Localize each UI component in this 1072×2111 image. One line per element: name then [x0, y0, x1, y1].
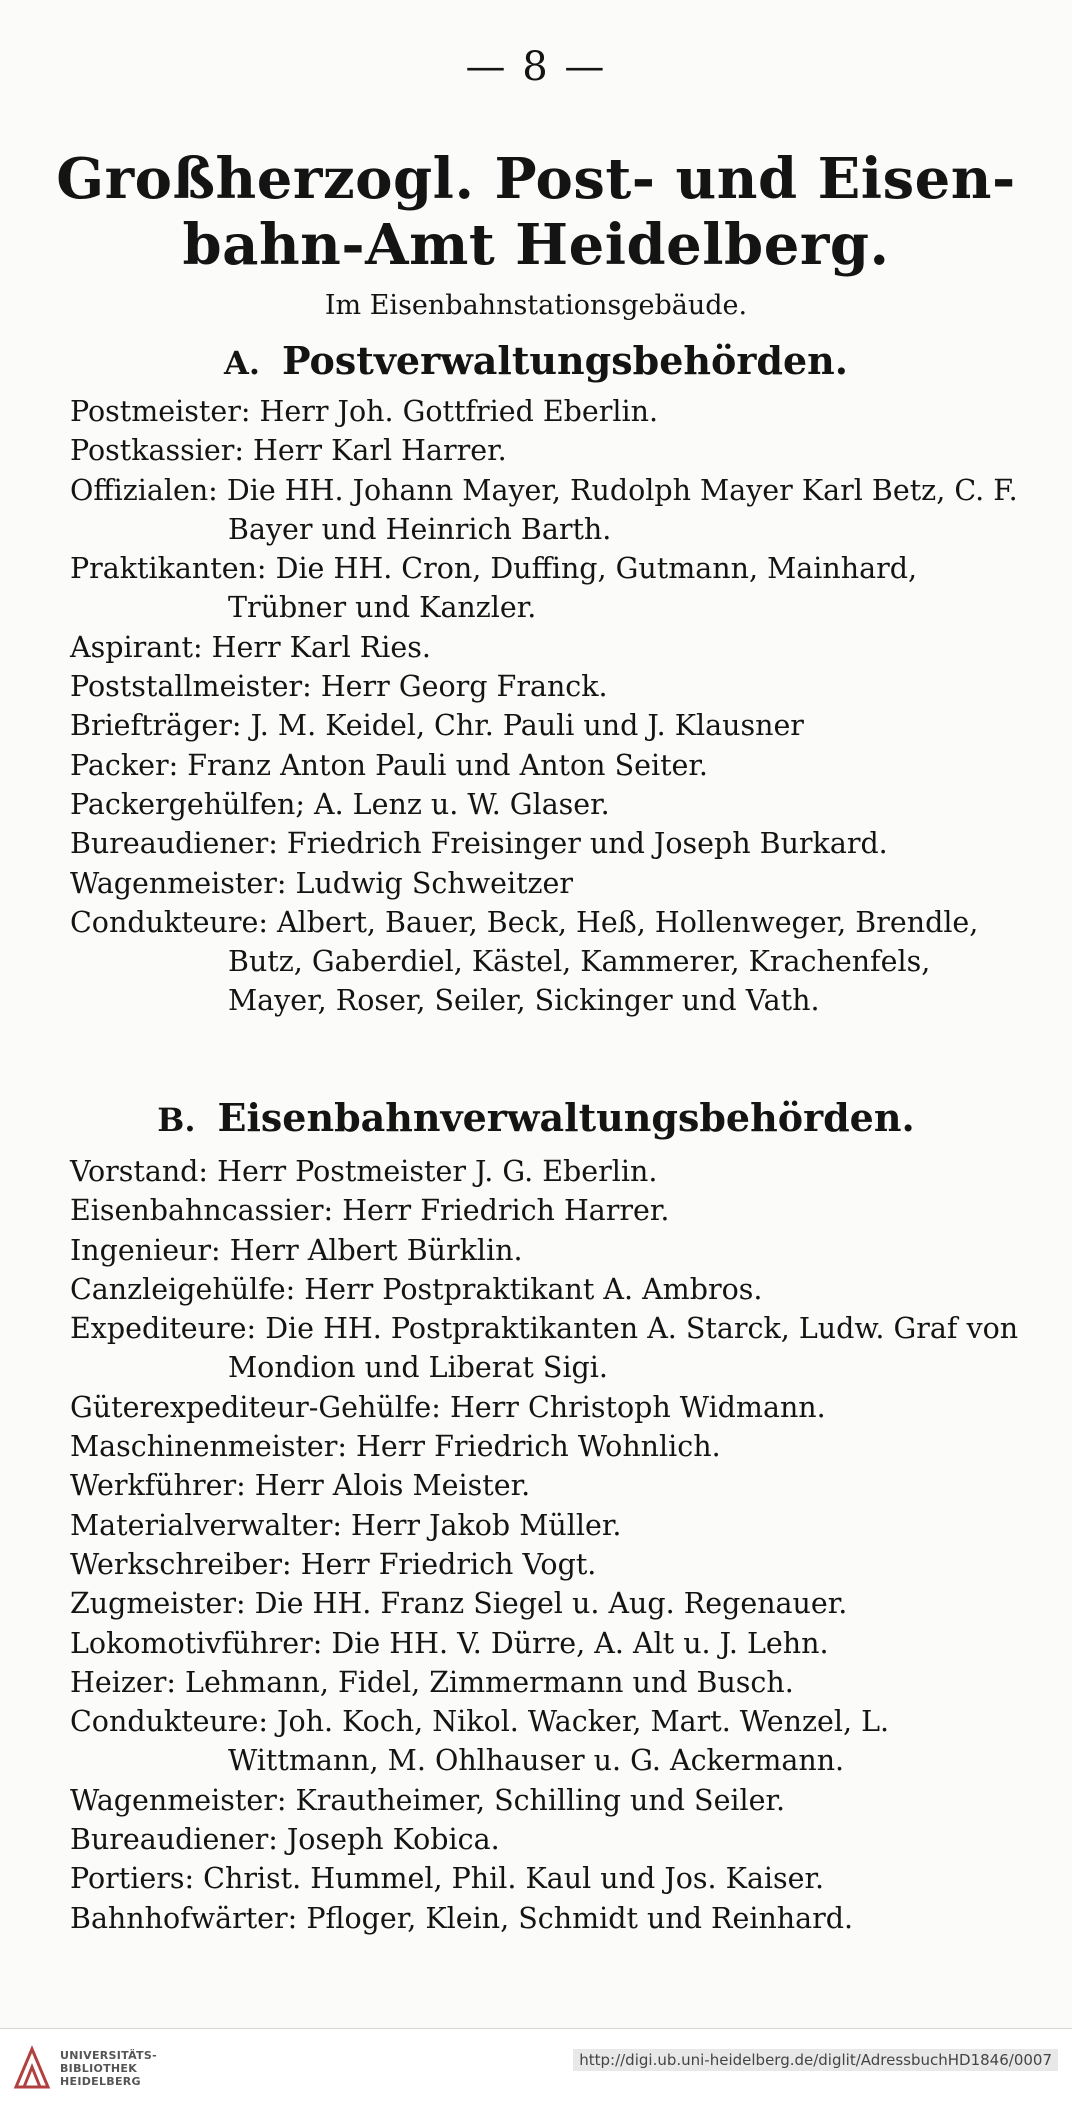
entry-row [70, 1309, 1020, 1388]
entry-text: Die HH. Postpraktikanten A. Starck, Ludw. Graf von Mondion und Liberat Sigi. [228, 1312, 1019, 1385]
entry-row [70, 1545, 1020, 1584]
entry-text: Albert, Bauer, Beck, Heß, Hollenweger, Brendle, Butz, Gaberdiel, Kästel, Kammerer, Krachenfels, Mayer, Roser, Seiler, Sickinger und Vath. [228, 905, 979, 1018]
entry-label: Packergehülfen; [70, 787, 305, 821]
entry-text: Franz Anton Pauli und Anton Seiter. [187, 748, 708, 782]
entry-label: Aspirant: [70, 630, 203, 664]
entry-text: Herr Joh. Gottfried Eberlin. [259, 395, 659, 428]
entry-row [70, 1820, 1020, 1859]
entry-row [70, 1781, 1020, 1820]
page-title-line1: Großherzogl. Post- und Eisen- [56, 146, 1016, 212]
viewer-footer [0, 2028, 1072, 2111]
entry-text: Friedrich Freisinger und Joseph Burkard. [286, 827, 888, 861]
entry-row [70, 1584, 1020, 1623]
entry-text: Die HH. V. Dürre, A. Alt u. J. Lehn. [331, 1626, 829, 1660]
source-url-link[interactable]: http://digi.ub.uni-heidelberg.de/diglit/AdressbuchHD1846/0007 [573, 2049, 1058, 2071]
entry-text: Joh. Koch, Nikol. Wacker, Mart. Wenzel, L. Wittmann, M. Ohlhauser u. G. Ackermann. [228, 1705, 890, 1778]
page-title-line2: bahn-Amt Heidelberg. [182, 212, 890, 278]
entry-text: Herr Friedrich Harrer. [342, 1194, 670, 1228]
entry-text: A. Lenz u. W. Glaser. [313, 787, 610, 821]
entry-label: Ingenieur: [70, 1233, 221, 1267]
entry-row [70, 392, 1020, 431]
entry-row [70, 864, 1020, 903]
entry-text: Herr Albert Bürklin. [229, 1233, 523, 1267]
logo-line1: UNIVERSITÄTS- [60, 2049, 157, 2062]
entry-text: Die HH. Franz Siegel u. Aug. Regenauer. [254, 1587, 848, 1621]
entry-text: Ludwig Schweitzer [295, 866, 574, 900]
entry-row [70, 1624, 1020, 1663]
entry-label: Materialverwalter: [70, 1508, 342, 1542]
section-a-entries [70, 392, 1020, 1021]
entry-row [70, 471, 1020, 550]
entry-label: Lokomotivführer: [70, 1626, 323, 1660]
entry-text: Herr Jakob Müller. [351, 1508, 622, 1542]
entry-row [70, 824, 1020, 863]
entry-row [70, 1270, 1020, 1309]
entry-label: Offizialen: [70, 473, 218, 507]
entry-label: Postmeister: [70, 395, 251, 428]
entry-row [70, 746, 1020, 785]
entry-text: Christ. Hummel, Phil. Kaul und Jos. Kaiser. [203, 1862, 825, 1896]
entry-label: Bureaudiener: [70, 827, 278, 861]
entry-label: Bahnhofwärter: [70, 1901, 298, 1935]
section-b-letter: B. [157, 1101, 196, 1139]
entry-label: Condukteure: [70, 905, 268, 939]
entry-label: Briefträger: [70, 709, 242, 743]
section-a-letter: A. [224, 344, 260, 382]
entry-label: Maschinenmeister: [70, 1430, 347, 1464]
entry-text: Herr Postmeister J. G. Eberlin. [217, 1155, 658, 1188]
entry-label: Werkschreiber: [70, 1547, 292, 1581]
entry-text: Die HH. Johann Mayer, Rudolph Mayer Karl Betz, C. F. Bayer und Heinrich Barth. [226, 473, 1018, 546]
page-subtitle: Im Eisenbahnstationsgebäude. [324, 290, 748, 321]
library-logo-text [60, 2049, 157, 2088]
entry-text: J. M. Keidel, Chr. Pauli und J. Klausner [250, 709, 804, 743]
entry-row [70, 1427, 1020, 1466]
entry-label: Güterexpediteur-Gehülfe: [70, 1390, 441, 1424]
entry-text: Joseph Kobica. [286, 1823, 500, 1857]
entry-label: Condukteure: [70, 1705, 268, 1739]
entry-label: Canzleigehülfe: [70, 1272, 296, 1306]
entry-row [70, 1899, 1020, 1938]
entry-label: Packer: [70, 748, 179, 782]
entry-label: Expediteure: [70, 1312, 257, 1346]
logo-line3: HEIDELBERG [60, 2075, 141, 2088]
entry-label: Postkassier: [70, 434, 244, 468]
entry-label: Wagenmeister: [70, 1783, 287, 1817]
entry-label: Poststallmeister: [70, 670, 312, 704]
entry-label: Eisenbahncassier: [70, 1194, 334, 1228]
entry-row [70, 667, 1020, 706]
entry-label: Wagenmeister: [70, 866, 287, 900]
entry-text: Krautheimer, Schilling und Seiler. [295, 1783, 786, 1817]
entry-row [70, 1859, 1020, 1898]
entry-row [70, 1388, 1020, 1427]
entry-label: Vorstand: [70, 1155, 209, 1188]
entry-label: Werkführer: [70, 1469, 246, 1503]
entry-label: Praktikanten: [70, 552, 267, 586]
entry-row [70, 1152, 1020, 1191]
entry-row [70, 1702, 1020, 1781]
entry-text: Pfloger, Klein, Schmidt und Reinhard. [306, 1901, 854, 1935]
entry-text: Herr Karl Harrer. [253, 434, 507, 468]
entry-row [70, 431, 1020, 470]
entry-text: Herr Christoph Widmann. [449, 1390, 826, 1424]
entry-label: Bureaudiener: [70, 1823, 278, 1857]
entry-text: Herr Friedrich Wohnlich. [356, 1430, 721, 1464]
entry-row [70, 1191, 1020, 1230]
entry-row [70, 1663, 1020, 1702]
entry-row [70, 1506, 1020, 1545]
page-number: — 8 — [465, 44, 607, 90]
section-a-heading [0, 338, 1072, 383]
entry-text: Herr Postpraktikant A. Ambros. [304, 1272, 763, 1306]
section-b-entries [70, 1152, 1020, 1938]
entry-row [70, 1231, 1020, 1270]
entry-label: Zugmeister: [70, 1587, 246, 1621]
entry-row [70, 549, 1020, 628]
entry-text: Herr Karl Ries. [211, 630, 431, 664]
library-logo-icon [12, 2045, 52, 2091]
section-b-heading [0, 1095, 1072, 1140]
entry-row [70, 706, 1020, 745]
entry-text: Herr Alois Meister. [254, 1469, 531, 1503]
entry-text: Herr Friedrich Vogt. [300, 1547, 597, 1581]
entry-text: Lehmann, Fidel, Zimmermann und Busch. [185, 1665, 794, 1699]
entry-row [70, 785, 1020, 824]
section-a-title: Postverwaltungsbehörden. [281, 338, 848, 383]
entry-label: Portiers: [70, 1862, 195, 1896]
entry-row [70, 628, 1020, 667]
entry-text: Herr Georg Franck. [320, 670, 608, 704]
entry-row [70, 903, 1020, 1021]
section-b-title: Eisenbahnverwaltungsbehörden. [217, 1095, 915, 1140]
entry-text: Die HH. Cron, Duffing, Gutmann, Mainhard, Trübner und Kanzler. [228, 552, 917, 625]
entry-row [70, 1466, 1020, 1505]
entry-label: Heizer: [70, 1665, 176, 1699]
logo-line2: BIBLIOTHEK [60, 2062, 138, 2075]
